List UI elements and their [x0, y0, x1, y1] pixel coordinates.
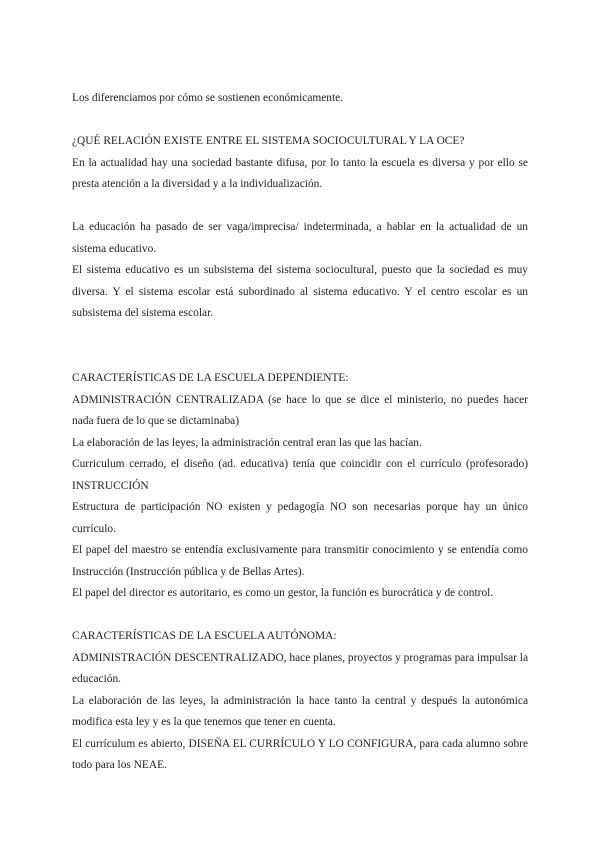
- section3-paragraph-1: ADMINISTRACIÓN DESCENTRALIZADO, hace planes, proyectos y programas para impulsar la educación.: [72, 651, 528, 685]
- section1-heading: ¿QUÉ RELACIÓN EXISTE ENTRE EL SISTEMA SOCIOCULTURAL Y LA OCE?: [72, 135, 465, 147]
- section3-heading: CARACTERÍSTICAS DE LA ESCUELA AUTÓNOMA:: [72, 630, 337, 642]
- intro-paragraph: Los diferenciamos por cómo se sostienen económicamente.: [72, 92, 344, 104]
- section1-paragraph-2: La educación ha pasado de ser vaga/imprecisa/ indeterminada, a hablar en la actualidad de un sistema educativo.: [72, 221, 528, 255]
- spacer: [72, 110, 528, 132]
- section2-paragraph-5: El papel del maestro se entendía exclusivamente para transmitir conocimiento y se entendía como Instrucción (Instrucción pública y de Bellas Artes).: [72, 544, 528, 578]
- section1-paragraph-1: En la actualidad hay una sociedad bastante difusa, por lo tanto la escuela es diversa y por ello se presta atención a la diversidad y a la individualización.: [72, 156, 528, 190]
- document-page: [72, 88, 528, 777]
- section2-paragraph-4: Estructura de participación NO existen y pedagogía NO son necesarias porque hay un único currículo.: [72, 501, 528, 535]
- spacer: [72, 325, 528, 347]
- section3-paragraph-3: El currículum es abierto, DISEÑA EL CURRÍCULO Y LO CONFIGURA, para cada alumno sobre todo para los NEAE.: [72, 737, 528, 771]
- section2-paragraph-3: Curriculum cerrado, el diseño (ad. educativa) tenía que coincidir con el currículo (profesorado) INSTRUCCIÓN: [72, 458, 528, 492]
- section1-paragraph-3: El sistema educativo es un subsistema del sistema sociocultural, puesto que la sociedad es muy diversa. Y el sistema escolar está subordinado al sistema educativo. Y el centro escolar es un subsistema del sistema escolar.: [72, 264, 528, 319]
- spacer: [72, 196, 528, 218]
- section3-paragraph-2: La elaboración de las leyes, la administración la hace tanto la central y después la autonómica modifica esta ley y es la que tenemos que tener en cuenta.: [72, 694, 528, 728]
- spacer: [72, 605, 528, 627]
- section2-paragraph-6: El papel del director es autoritario, es como un gestor, la función es burocrática y de control.: [72, 587, 494, 599]
- spacer: [72, 346, 528, 368]
- section2-paragraph-2: La elaboración de las leyes, la administración central eran las que las hacían.: [72, 436, 422, 449]
- section2-heading: CARACTERÍSTICAS DE LA ESCUELA DEPENDIENTE:: [72, 372, 349, 384]
- section2-paragraph-1: ADMINISTRACIÓN CENTRALIZADA (se hace lo que se dice el ministerio, no puedes hacer nada fuera de lo que se dictaminaba): [72, 393, 528, 427]
